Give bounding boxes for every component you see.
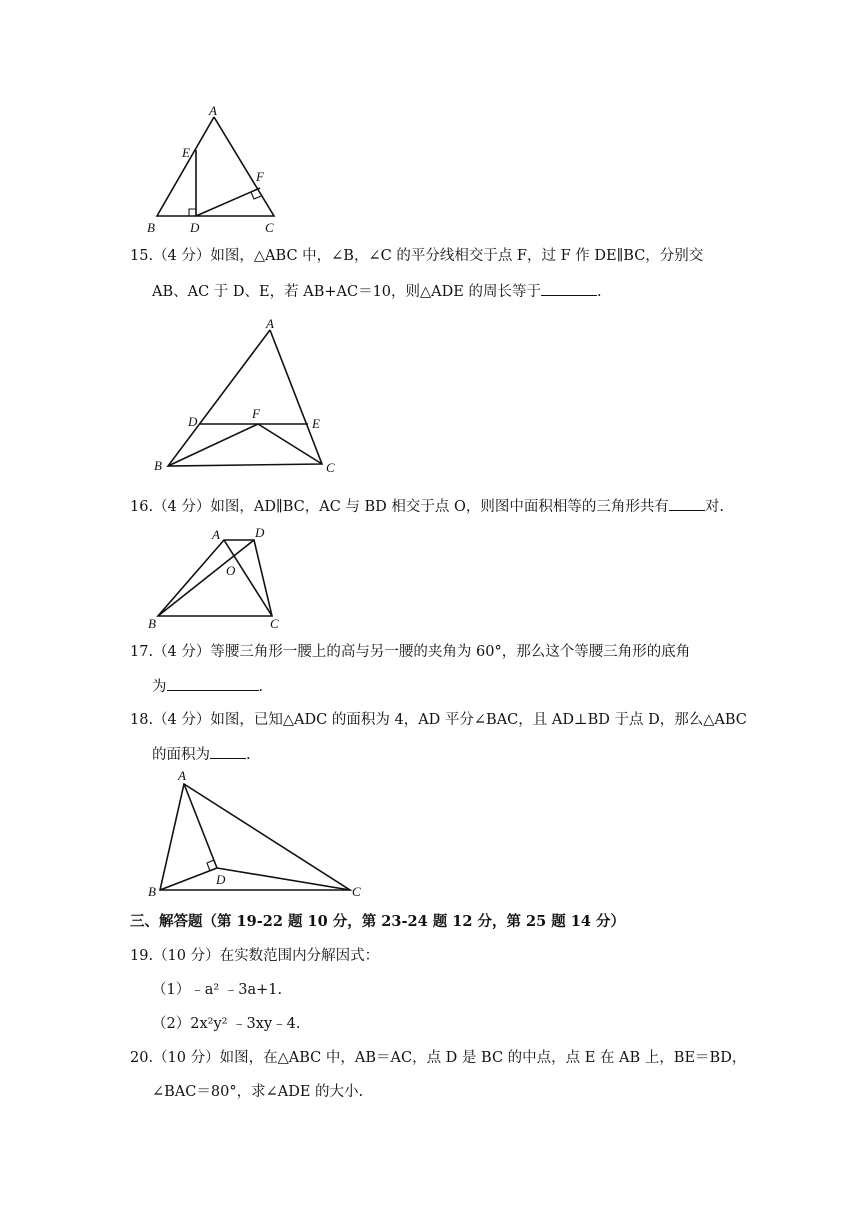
q15-end: . (596, 284, 602, 300)
q18-number: 18. (130, 712, 154, 728)
label-c: C (326, 460, 335, 475)
q16-number: 16. (130, 499, 154, 515)
label-a: A (209, 103, 217, 118)
q20-number: 20. (130, 1050, 154, 1066)
q16-line1 (130, 496, 724, 517)
q20-line2: ∠BAC＝80°，求∠ADE 的大小. (152, 1084, 364, 1100)
label-f: F (256, 169, 264, 184)
q15-line2 (152, 281, 602, 302)
q17-answer-blank[interactable] (167, 676, 259, 691)
q15-score: （4 分） (153, 248, 211, 264)
label-c: C (265, 220, 274, 235)
label-e: E (182, 145, 190, 160)
q17-score: （4 分） (153, 644, 211, 660)
label-e: E (312, 416, 320, 431)
label-a: A (178, 768, 186, 783)
label-d: D (216, 872, 226, 887)
label-c: C (270, 616, 279, 631)
q20-score: （10 分） (153, 1050, 220, 1066)
q15-text1: 如图，△ABC 中，∠B，∠C 的平分线相交于点 F，过 F 作 DE∥BC，分别交 (210, 248, 704, 264)
q18-line2 (152, 744, 251, 765)
q17-line2 (152, 676, 263, 697)
q20-text1: 如图，在△ABC 中，AB＝AC，点 D 是 BC 的中点，点 E 在 AB 上，BE＝BD， (219, 1050, 747, 1066)
q19-number: 19. (130, 948, 154, 964)
q19-line1 (130, 946, 379, 966)
label-c: C (352, 884, 361, 899)
q19-part2: （2）2x²y² ﹣3xy﹣4. (152, 1016, 301, 1032)
q15-line1 (130, 246, 703, 266)
q18-end: . (246, 747, 251, 763)
q17-text1: 等腰三角形一腰上的高与另一腰的夹角为 60°，那么这个等腰三角形的底角 (210, 644, 691, 660)
q19-part1: （1）﹣a² ﹣3a+1. (152, 982, 283, 998)
label-b: B (148, 884, 156, 899)
label-a: A (266, 316, 274, 331)
figure-q15-triangle (148, 312, 348, 478)
q17-line1 (130, 642, 690, 662)
q17-end: . (258, 679, 264, 695)
label-d: D (188, 414, 198, 429)
figure-q16-trapezoid (140, 522, 290, 634)
label-d: D (255, 525, 265, 540)
q18-text2: 的面积为 (152, 747, 210, 763)
label-f: F (252, 406, 260, 421)
q20-line1 (130, 1048, 746, 1068)
label-a: A (212, 527, 220, 542)
q18-text1: 如图，已知△ADC 的面积为 4，AD 平分∠BAC，且 AD⊥BD 于点 D，那么△ABC (210, 712, 747, 728)
q16-end: 对. (704, 499, 724, 515)
q19-text1: 在实数范围内分解因式： (219, 948, 380, 964)
q17-text2: 为 (152, 679, 167, 695)
q16-score: （4 分） (153, 499, 211, 515)
label-o: O (226, 563, 236, 578)
q18-answer-blank[interactable] (210, 744, 246, 759)
figure-q18-triangle (140, 766, 380, 900)
figure-q14-triangle (140, 100, 300, 240)
q15-text2: AB、AC 于 D、E，若 AB+AC＝10，则△ADE 的周长等于 (152, 284, 541, 300)
section-heading: 三、解答题（第 19-22 题 10 分，第 23-24 题 12 分，第 25 题 14 分） (130, 913, 626, 930)
label-d: D (190, 220, 200, 235)
q15-number: 15. (130, 248, 154, 264)
q17-number: 17. (130, 644, 154, 660)
q18-line1 (130, 710, 747, 730)
label-b: B (147, 220, 155, 235)
q16-answer-blank[interactable] (669, 496, 705, 511)
label-b: B (154, 458, 162, 473)
q19-score: （10 分） (153, 948, 220, 964)
q15-answer-blank[interactable] (541, 281, 597, 296)
q16-text1: 如图，AD∥BC，AC 与 BD 相交于点 O，则图中面积相等的三角形共有 (210, 499, 669, 515)
label-b: B (148, 616, 156, 631)
q18-score: （4 分） (153, 712, 211, 728)
